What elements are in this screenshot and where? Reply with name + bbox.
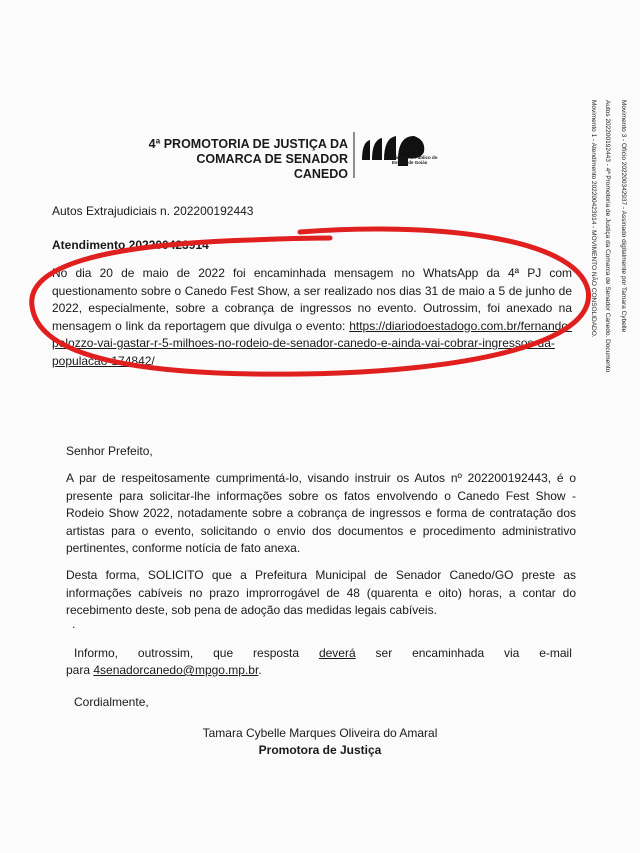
atendimento-paragraph bbox=[52, 265, 572, 370]
informo-word: resposta bbox=[253, 646, 300, 660]
informo-word: encaminhada bbox=[412, 646, 485, 660]
header-line-1: 4ª PROMOTORIA DE JUSTIÇA DA bbox=[148, 137, 348, 151]
informo-line-2 bbox=[66, 662, 262, 679]
para-word: para bbox=[66, 663, 94, 677]
informo-word: outrossim, bbox=[137, 646, 194, 660]
informo-word: que bbox=[213, 646, 234, 660]
side-note-2: Autos 202200192443 - 4ª Promotoria de Justiça da Comarca de Senador Canedo. Documento bbox=[604, 100, 611, 373]
informo-line bbox=[74, 645, 572, 662]
informo-word: Informo, bbox=[74, 646, 119, 660]
logo-caption: Ministério Público do Estado de Goiás bbox=[392, 155, 438, 165]
period: . bbox=[258, 663, 262, 677]
closing: Cordialmente, bbox=[74, 695, 149, 709]
paragraph-request: A par de respeitosamente cumprimentá-lo, visando instruir os Autos nº 202200192443, é o presente para solicitar-lhe informações sobre os fatos envolvendo o Canedo Fest Show - Rodeio Show 2022, notadamente sobre a cobrança de ingressos e forma de contratação dos artistas para o evento, solicitando o envio dos documentos e procedimento administrativo pertinentes, conforme notícia de fato anexa. bbox=[66, 471, 576, 555]
informo-word: e-mail bbox=[539, 646, 572, 660]
informo-word: deverá bbox=[318, 646, 356, 660]
side-note-3: Movimento 1 - Atendimento 202200423914 - MOVIMENTO NÃO CONSOLIDADO. bbox=[590, 100, 597, 338]
atendimento-text: No dia 20 de maio de 2022 foi encaminhada mensagem no WhatsApp da 4ª PJ com questionamento sobre o Canedo Fest Show, a ser realizado nos dias 31 de maio a 5 de junho de 2022, especialmente, sobre a cobrança de ingressos no evento. Outrossim, foi anexado na mensagem o link da reportagem que divulga o evento: bbox=[52, 266, 572, 333]
signer-name: Tamara Cybelle Marques Oliveira do Amaral bbox=[202, 726, 438, 740]
paragraph-solicito: Desta forma, SOLICITO que a Prefeitura Municipal de Senador Canedo/GO preste as informações cabíveis no prazo improrrogável de 48 (quarenta e oito) horas, a contar do recebimento deste, sob pena de adoção das medidas legais cabíveis. bbox=[66, 568, 576, 617]
autos-number: Autos Extrajudiciais n. 202200192443 bbox=[52, 204, 254, 218]
informo-word: ser bbox=[375, 646, 393, 660]
signer-role: Promotora de Justiça bbox=[258, 743, 382, 757]
promotoria-header bbox=[148, 137, 348, 182]
side-note-1: Movimento 3 - Ofício 202200342937 - Assinado digitalmente por Tamara Cybelle bbox=[620, 100, 627, 333]
email-link[interactable]: 4senadorcanedo@mpgo.mp.br bbox=[93, 663, 259, 677]
informo-word: via bbox=[504, 646, 520, 660]
atendimento-title: Atendimento 202200423914 bbox=[52, 238, 209, 252]
header-line-2: COMARCA DE SENADOR CANEDO bbox=[196, 152, 348, 181]
stray-dot: . bbox=[72, 617, 76, 631]
greeting: Senhor Prefeito, bbox=[66, 444, 153, 458]
reportagem-link[interactable]: https://diariodoestadogo.com.br/fernando-pelozzo-vai-gastar-r-5-milhoes-no-rodeio-de-senador-canedo-e-ainda-vai-cobrar-ingressos-da-populacao-174842/ bbox=[52, 318, 572, 368]
